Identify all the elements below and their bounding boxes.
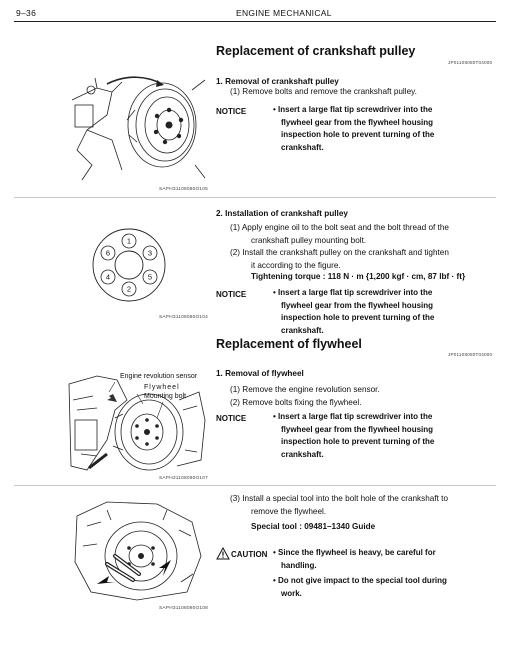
bolt-order-label: 3 [147,248,153,258]
section-code: JP01108080T04000 [448,60,493,65]
bolt-order-label: 5 [147,272,153,282]
label-flywheel: Flywheel [144,384,180,391]
bolt-order-label: 1 [126,236,132,246]
divider [14,197,496,198]
chapter-title: ENGINE MECHANICAL [236,8,332,18]
figure-id: SAPH31108080O107 [159,476,208,481]
notice-label: NOTICE [216,107,247,116]
step-item: (3) Install a special tool into the bolt hole of the crankshaft to remove the flywheel. [230,494,449,516]
label-mounting-bolt: Mounting bolt [144,393,187,400]
figure-flywheel-removal [67,370,207,476]
notice-text: • Insert a large flat tip screwdriver into the flywheel gear from the flywheel housing inspection hole to prevent turning of the crankshaft. [273,288,435,335]
section-code: JP01108080T04000 [448,352,493,357]
section-title-flywheel: Replacement of flywheel [216,337,362,351]
section-title-crankshaft-pulley: Replacement of crankshaft pulley [216,44,416,58]
step-item: (1) Remove bolts and remove the crankshaft pulley. [230,87,417,96]
step-heading: 2. Installation of crankshaft pulley [216,209,348,218]
figure-tightening-order [67,210,207,314]
special-tool: Special tool : 09481–1340 Guide [251,522,376,531]
step-item: (1) Remove the engine revolution sensor. (2) Remove bolts fixing the flywheel. [230,385,380,407]
step-heading: 1. Removal of crankshaft pulley [216,77,339,86]
warning-triangle-icon [216,547,230,560]
figure-id: SAPH31108080O108 [159,606,208,611]
divider [14,485,496,486]
figure-crankshaft-pulley-removal [67,70,207,188]
bolt-order-label: 2 [126,284,132,294]
tightening-torque: Tightening torque : 118 N · m {1,200 kgf · cm, 87 lbf · ft} [251,272,466,281]
header-rule [14,21,496,22]
label-engine-revolution-sensor: Engine revolution sensor [120,373,198,380]
bolt-order-label: 6 [105,248,111,258]
pulley-illustration [67,70,207,188]
bolt-order-label: 4 [105,272,111,282]
caution-label: CAUTION [231,550,268,559]
step-item: (1) Apply engine oil to the bolt seat and the bolt thread of the crankshaft pulley mounting bolt. (2) Install the crankshaft pulley on the crankshaft and tighten it according to the figure. [230,223,449,270]
notice-text: • Insert a large flat tip screwdriver into the flywheel gear from the flywheel housing inspection hole to prevent turning of the crankshaft. [273,412,435,459]
notice-label: NOTICE [216,290,247,299]
figure-id: SAPH31108080O104 [159,315,208,320]
step-heading: 1. Removal of flywheel [216,369,304,378]
notice-text: • Insert a large flat tip screwdriver into the flywheel gear from the flywheel housing inspection hole to prevent turning of the crankshaft. [273,105,435,152]
caution-text: • Since the flywheel is heavy, be careful for handling. • Do not give impact to the special tool during work. [273,548,447,598]
figure-id: SAPH31108080O105 [159,187,208,192]
notice-label: NOTICE [216,414,247,423]
figure-special-tool [67,496,207,604]
page-number: 9–36 [16,8,37,18]
